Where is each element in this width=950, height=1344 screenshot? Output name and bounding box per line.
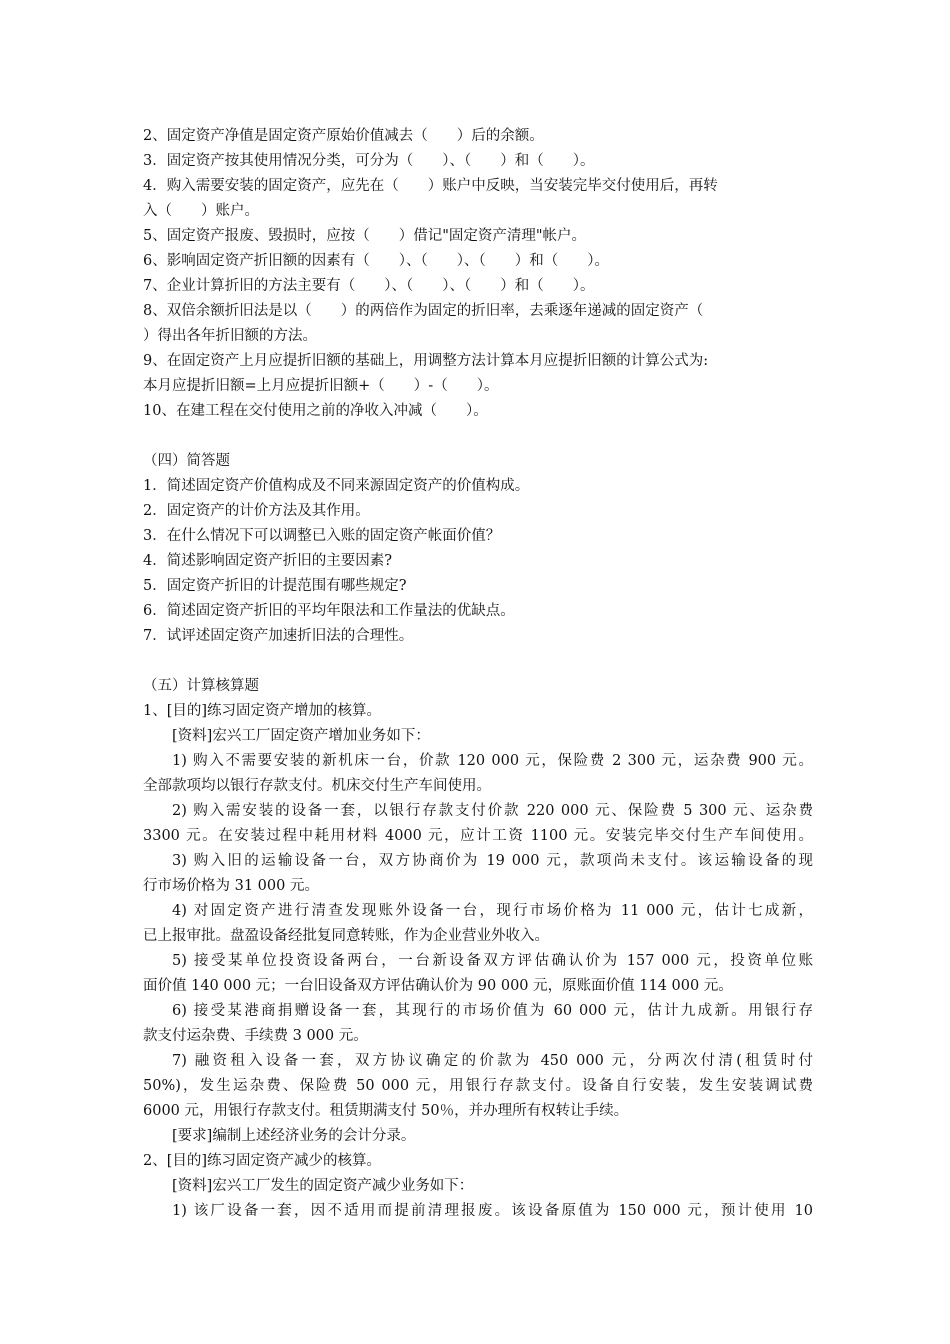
transaction-line: 50%)，发生运杂费、保险费 50 000 元，用银行存款支付。设备自行安装，发生安装调试费 xyxy=(143,1078,813,1094)
fill-blank-question-7: 7、企业计算折旧的方法主要有（ ）、（ ）、（ ）和（ ）。 xyxy=(143,278,595,294)
short-answer-item: 7．试评述固定资产加速折旧法的合理性。 xyxy=(143,628,414,644)
short-answer-item: 5．固定资产折旧的计提范围有哪些规定? xyxy=(143,578,407,594)
transaction-line: 全部款项均以银行存款支付。机床交付生产车间使用。 xyxy=(143,778,491,794)
transaction-line: 6000 元，用银行存款支付。租赁期满支付 50％，并办理所有权转让手续。 xyxy=(143,1103,629,1119)
fill-blank-question-4: 4．购入需要安装的固定资产，应先在（ ）账户中反映，当安装完毕交付使用后，再转 xyxy=(143,178,718,194)
short-answer-item: 1．简述固定资产价值构成及不同来源固定资产的价值构成。 xyxy=(143,478,530,494)
question-goal: 2、[目的]练习固定资产减少的核算。 xyxy=(143,1153,382,1169)
transaction-line: 行市场价格为 31 000 元。 xyxy=(143,878,319,894)
fill-blank-question-10: 10、在建工程在交付使用之前的净收入冲减（ ）。 xyxy=(143,403,488,419)
transaction-line: 2) 购入需安装的设备一套，以银行存款支付价款 220 000 元、保险费 5 300 元、运杂费 xyxy=(172,803,813,819)
fill-blank-question-3: 3．固定资产按其使用情况分类，可分为（ ）、（ ）和（ ）。 xyxy=(143,153,595,169)
short-answer-item: 2．固定资产的计价方法及其作用。 xyxy=(143,503,370,519)
fill-blank-question-4-cont: 入（ ）账户。 xyxy=(143,203,259,219)
transaction-line: 1) 购入不需要安装的新机床一台，价款 120 000 元，保险费 2 300 元，运杂费 900 元。 xyxy=(172,753,813,769)
transaction-line: 款支付运杂费、手续费 3 000 元。 xyxy=(143,1028,368,1044)
transaction-line: 3) 购入旧的运输设备一台，双方协商价为 19 000 元，款项尚未支付。该运输设备的现 xyxy=(172,853,813,869)
transaction-line: 面价值 140 000 元；一台旧设备双方评估确认价为 90 000 元，原账面价值 114 000 元。 xyxy=(143,978,733,994)
fill-blank-section xyxy=(143,124,813,424)
transaction-line: 已上报审批。盘盈设备经批复同意转账，作为企业营业外收入。 xyxy=(143,928,549,944)
section-spacer xyxy=(143,424,813,449)
fill-blank-question-5: 5、固定资产报废、毁损时，应按（ ）借记"固定资产清理"帐户。 xyxy=(143,228,587,244)
question-material: [资料]宏兴工厂发生的固定资产减少业务如下： xyxy=(172,1178,474,1194)
short-answer-section xyxy=(143,449,813,649)
transaction-line: 5) 接受某单位投资设备两台，一台新设备双方评估确认价为 157 000 元，投资单位账 xyxy=(172,953,813,969)
transaction-line: 1) 该厂设备一套，因不适用而提前清理报废。该设备原值为 150 000 元，预计使用 10 xyxy=(172,1203,813,1219)
document-page xyxy=(143,124,813,1224)
calculation-section xyxy=(143,674,813,1224)
fill-blank-question-2: 2、固定资产净值是固定资产原始价值减去（ ）后的余额。 xyxy=(143,128,544,144)
question-goal: 1、[目的]练习固定资产增加的核算。 xyxy=(143,703,382,719)
short-answer-item: 6．简述固定资产折旧的平均年限法和工作量法的优缺点。 xyxy=(143,603,515,619)
section-heading: （四）简答题 xyxy=(143,453,230,469)
short-answer-item: 4．简述影响固定资产折旧的主要因素? xyxy=(143,553,392,569)
section-heading: （五）计算核算题 xyxy=(143,678,259,694)
question-requirement: [要求]编制上述经济业务的会计分录。 xyxy=(172,1128,416,1144)
fill-blank-question-8: 8、双倍余额折旧法是以（ ）的两倍作为固定的折旧率，去乘逐年递减的固定资产（ xyxy=(143,303,704,319)
fill-blank-question-9: 9、在固定资产上月应提折旧额的基础上，用调整方法计算本月应提折旧额的计算公式为: xyxy=(143,353,709,369)
transaction-line: 7) 融资租入设备一套，双方协议确定的价款为 450 000 元，分两次付清(租赁时付 xyxy=(172,1053,813,1069)
transaction-line: 6) 接受某港商捐赠设备一套，其现行的市场价值为 60 000 元，估计九成新。用银行存 xyxy=(172,1003,813,1019)
section-spacer xyxy=(143,649,813,674)
transaction-list xyxy=(143,749,813,1124)
question-material: [资料]宏兴工厂固定资产增加业务如下： xyxy=(172,728,430,744)
transaction-line: 3300 元。在安装过程中耗用材料 4000 元，应计工资 1100 元。安装完毕交付生产车间使用。 xyxy=(143,828,813,844)
fill-blank-question-8-cont: ）得出各年折旧额的方法。 xyxy=(143,328,317,344)
fill-blank-question-6: 6、影响固定资产折旧额的因素有（ ）、（ ）、（ ）和（ ）。 xyxy=(143,253,609,269)
fill-blank-question-9-cont: 本月应提折旧额=上月应提折旧额+（ ）-（ ）。 xyxy=(143,378,499,394)
short-answer-item: 3．在什么情况下可以调整已入账的固定资产帐面价值？ xyxy=(143,528,501,544)
transaction-line: 4) 对固定资产进行清查发现账外设备一台，现行市场价格为 11 000 元，估计七成新， xyxy=(172,903,813,919)
